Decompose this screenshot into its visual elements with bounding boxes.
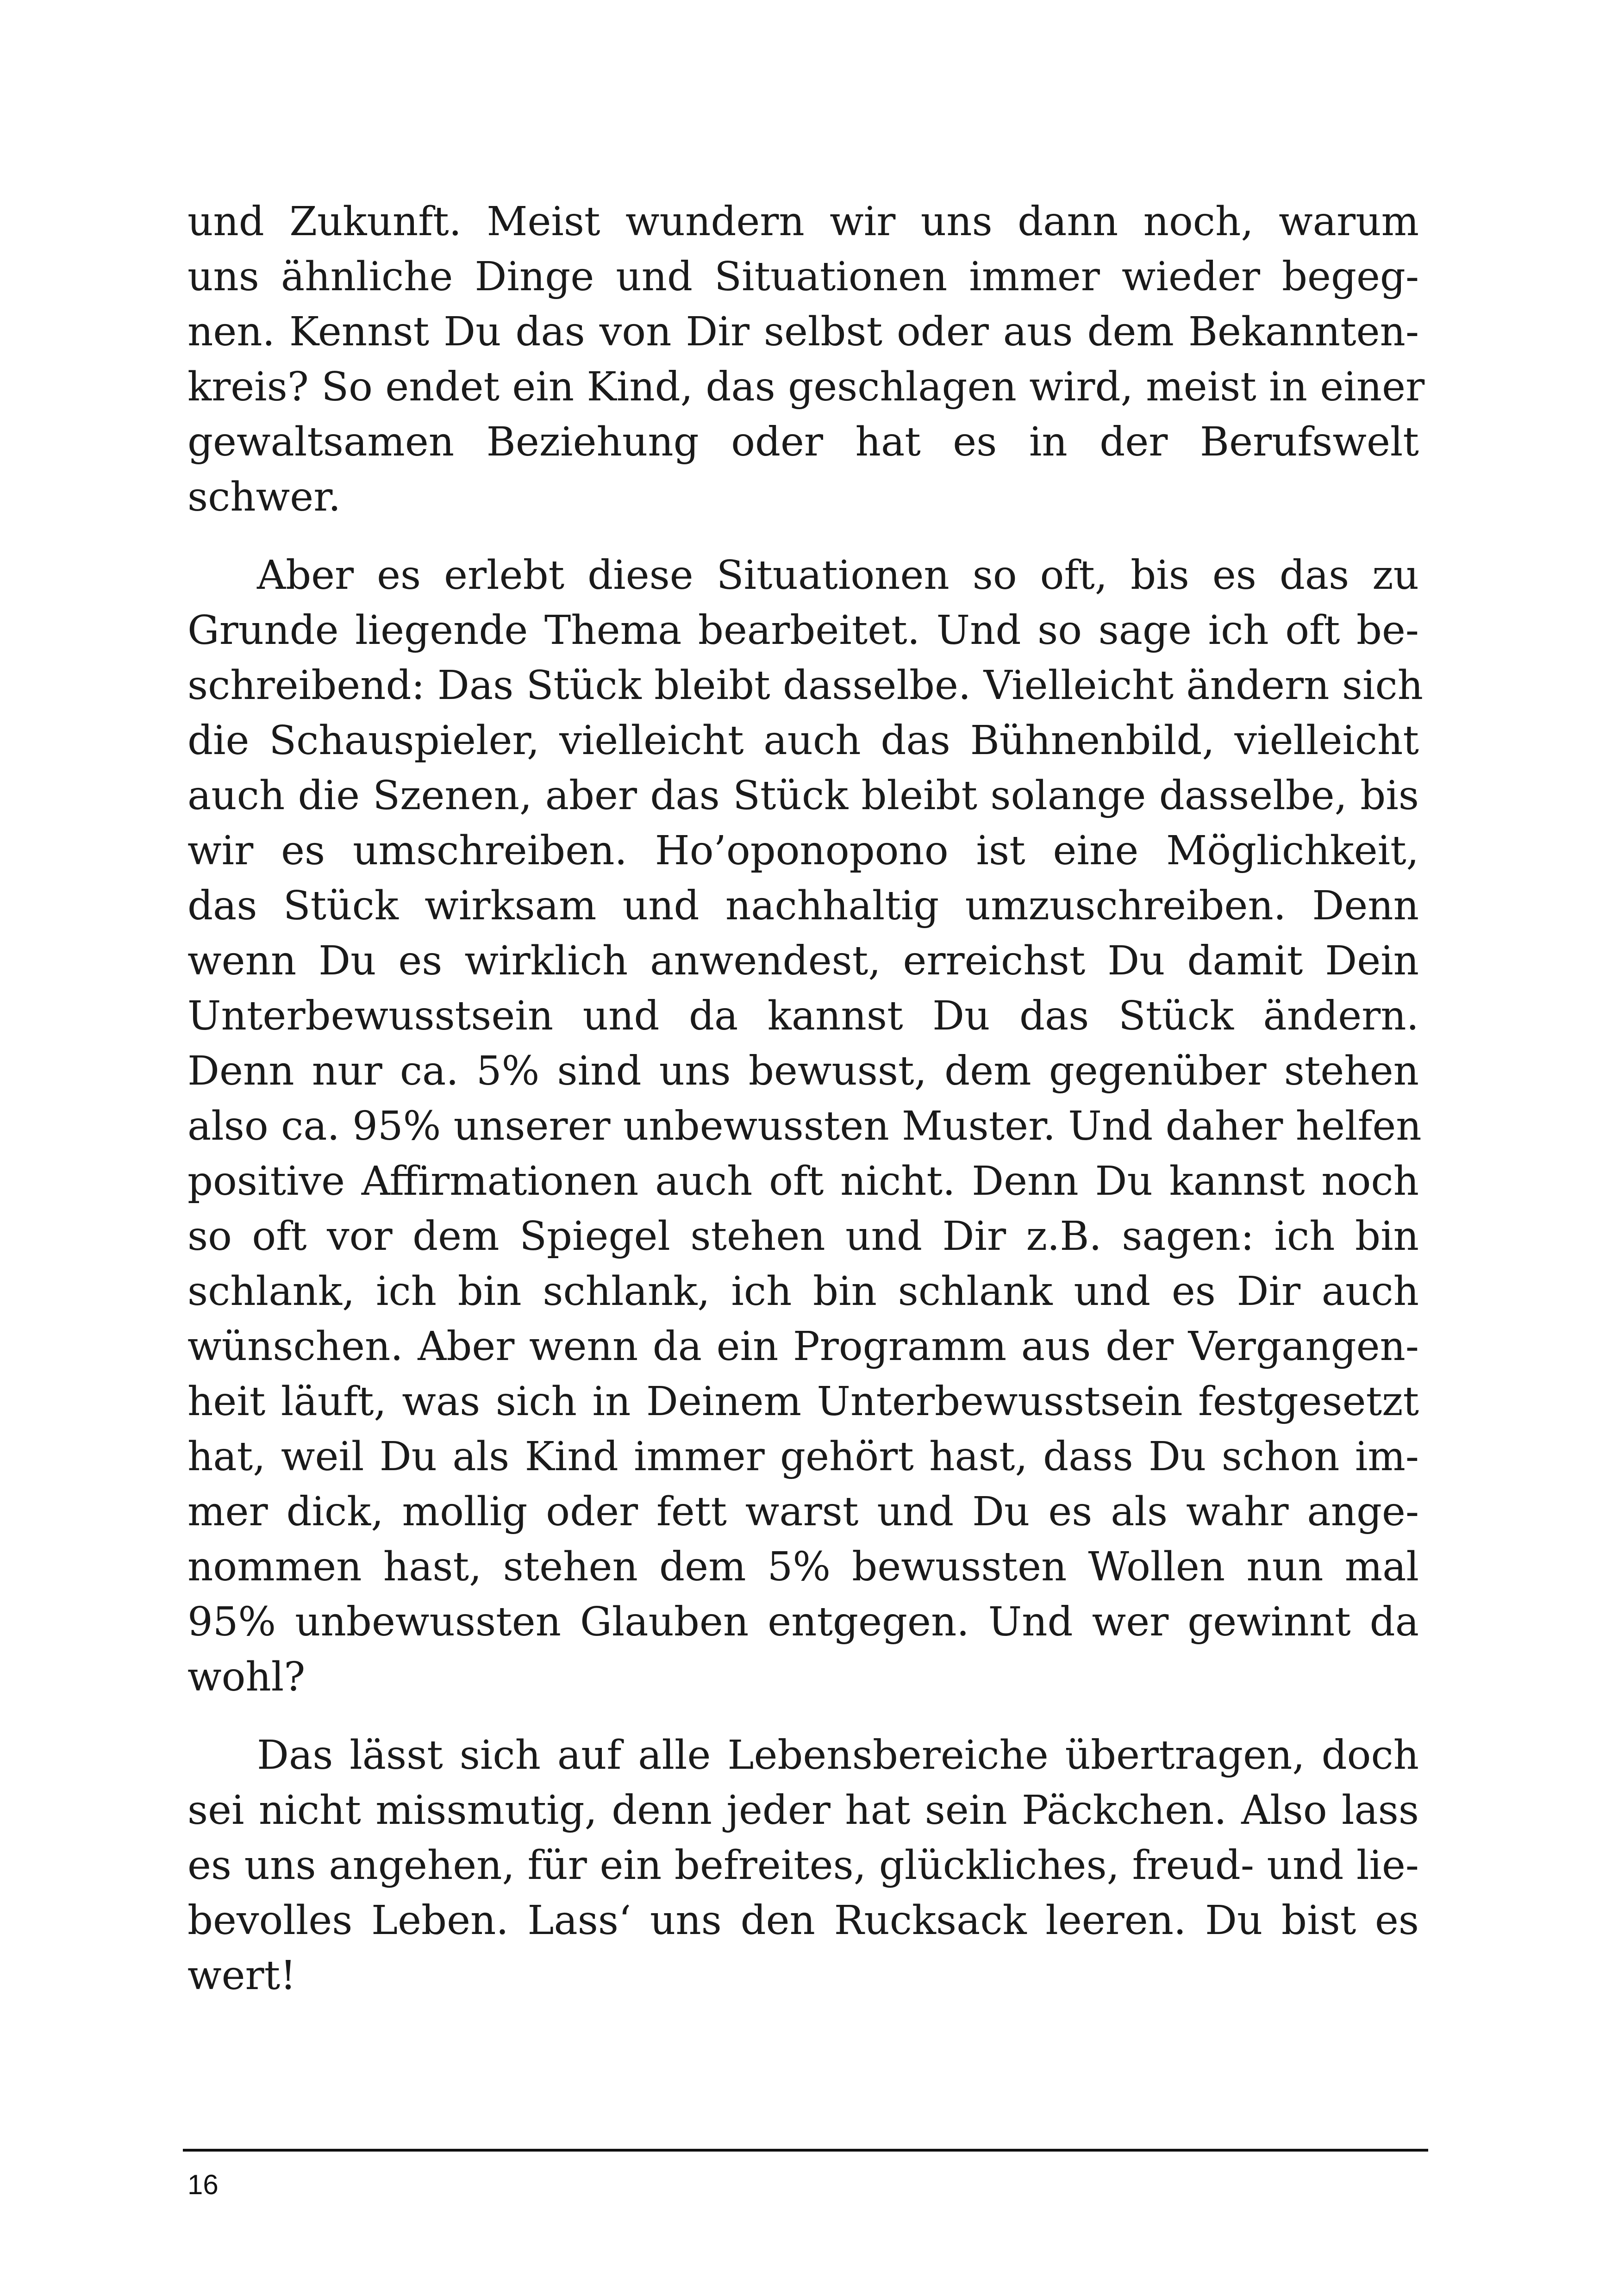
- text-line: mer dick, mollig oder fett warst und Du es als wahr ange-: [187, 1489, 1419, 1535]
- paragraph-2: [187, 548, 1424, 1705]
- text-line: uns ähnliche Dinge und Situationen immer wieder begeg-: [187, 254, 1419, 300]
- text-line: das Stück wirksam und nachhaltig umzuschreiben. Denn: [187, 883, 1419, 929]
- text-line: hat, weil Du als Kind immer gehört hast, dass Du schon im-: [187, 1434, 1419, 1480]
- text-line: kreis? So endet ein Kind, das geschlagen wird, meist in einer: [187, 364, 1425, 410]
- text-line: die Schauspieler, vielleicht auch das Bühnenbild, vielleicht: [187, 718, 1419, 764]
- text-line: heit läuft, was sich in Deinem Unterbewusstsein festgesetzt: [187, 1379, 1419, 1425]
- text-line: wünschen. Aber wenn da ein Programm aus der Vergangen-: [187, 1323, 1419, 1370]
- text-line: wir es umschreiben. Ho’oponopono ist eine Möglichkeit,: [187, 828, 1419, 874]
- text-line: auch die Szenen, aber das Stück bleibt solange dasselbe, bis: [187, 773, 1419, 819]
- text-line: sei nicht missmutig, denn jeder hat sein Päckchen. Also lass: [187, 1787, 1419, 1834]
- text-line: gewaltsamen Beziehung oder hat es in der Berufswelt: [187, 419, 1419, 465]
- footer-divider: [183, 2149, 1428, 2152]
- text-line: wenn Du es wirklich anwendest, erreichst Du damit Dein: [187, 938, 1419, 984]
- page-number: 16: [187, 2169, 219, 2200]
- paragraph-1: [187, 194, 1425, 525]
- body-text: [187, 194, 1425, 2003]
- text-line: also ca. 95% unserer unbewussten Muster. Und daher helfen: [187, 1103, 1422, 1149]
- text-line: wert!: [187, 1953, 296, 1999]
- text-line: 95% unbewussten Glauben entgegen. Und wer gewinnt da: [187, 1599, 1419, 1645]
- text-line: und Zukunft. Meist wundern wir uns dann noch, warum: [187, 199, 1419, 245]
- text-line: bevolles Leben. Lass‘ uns den Rucksack leeren. Du bist es: [187, 1897, 1419, 1944]
- text-line: nen. Kennst Du das von Dir selbst oder aus dem Bekannten-: [187, 309, 1419, 355]
- text-line: es uns angehen, für ein befreites, glückliches, freud- und lie-: [187, 1842, 1419, 1889]
- text-line: Grunde liegende Thema bearbeitet. Und so sage ich oft be-: [187, 607, 1419, 654]
- text-line: so oft vor dem Spiegel stehen und Dir z.B. sagen: ich bin: [187, 1213, 1419, 1260]
- text-line: wohl?: [187, 1654, 306, 1700]
- text-line: schwer.: [187, 474, 341, 520]
- text-line: Denn nur ca. 5% sind uns bewusst, dem gegenüber stehen: [187, 1048, 1419, 1094]
- text-line: schreibend: Das Stück bleibt dasselbe. Vielleicht ändern sich: [187, 662, 1424, 709]
- text-line: Unterbewusstsein und da kannst Du das Stück ändern.: [187, 993, 1419, 1039]
- paragraph-3: [187, 1728, 1419, 2003]
- text-line: schlank, ich bin schlank, ich bin schlank und es Dir auch: [187, 1268, 1419, 1315]
- text-line: nommen hast, stehen dem 5% bewussten Wollen nun mal: [187, 1544, 1419, 1590]
- text-line: positive Affirmationen auch oft nicht. Denn Du kannst noch: [187, 1158, 1419, 1204]
- text-line: Das lässt sich auf alle Lebensbereiche übertragen, doch: [257, 1732, 1419, 1778]
- text-line: Aber es erlebt diese Situationen so oft, bis es das zu: [257, 552, 1419, 599]
